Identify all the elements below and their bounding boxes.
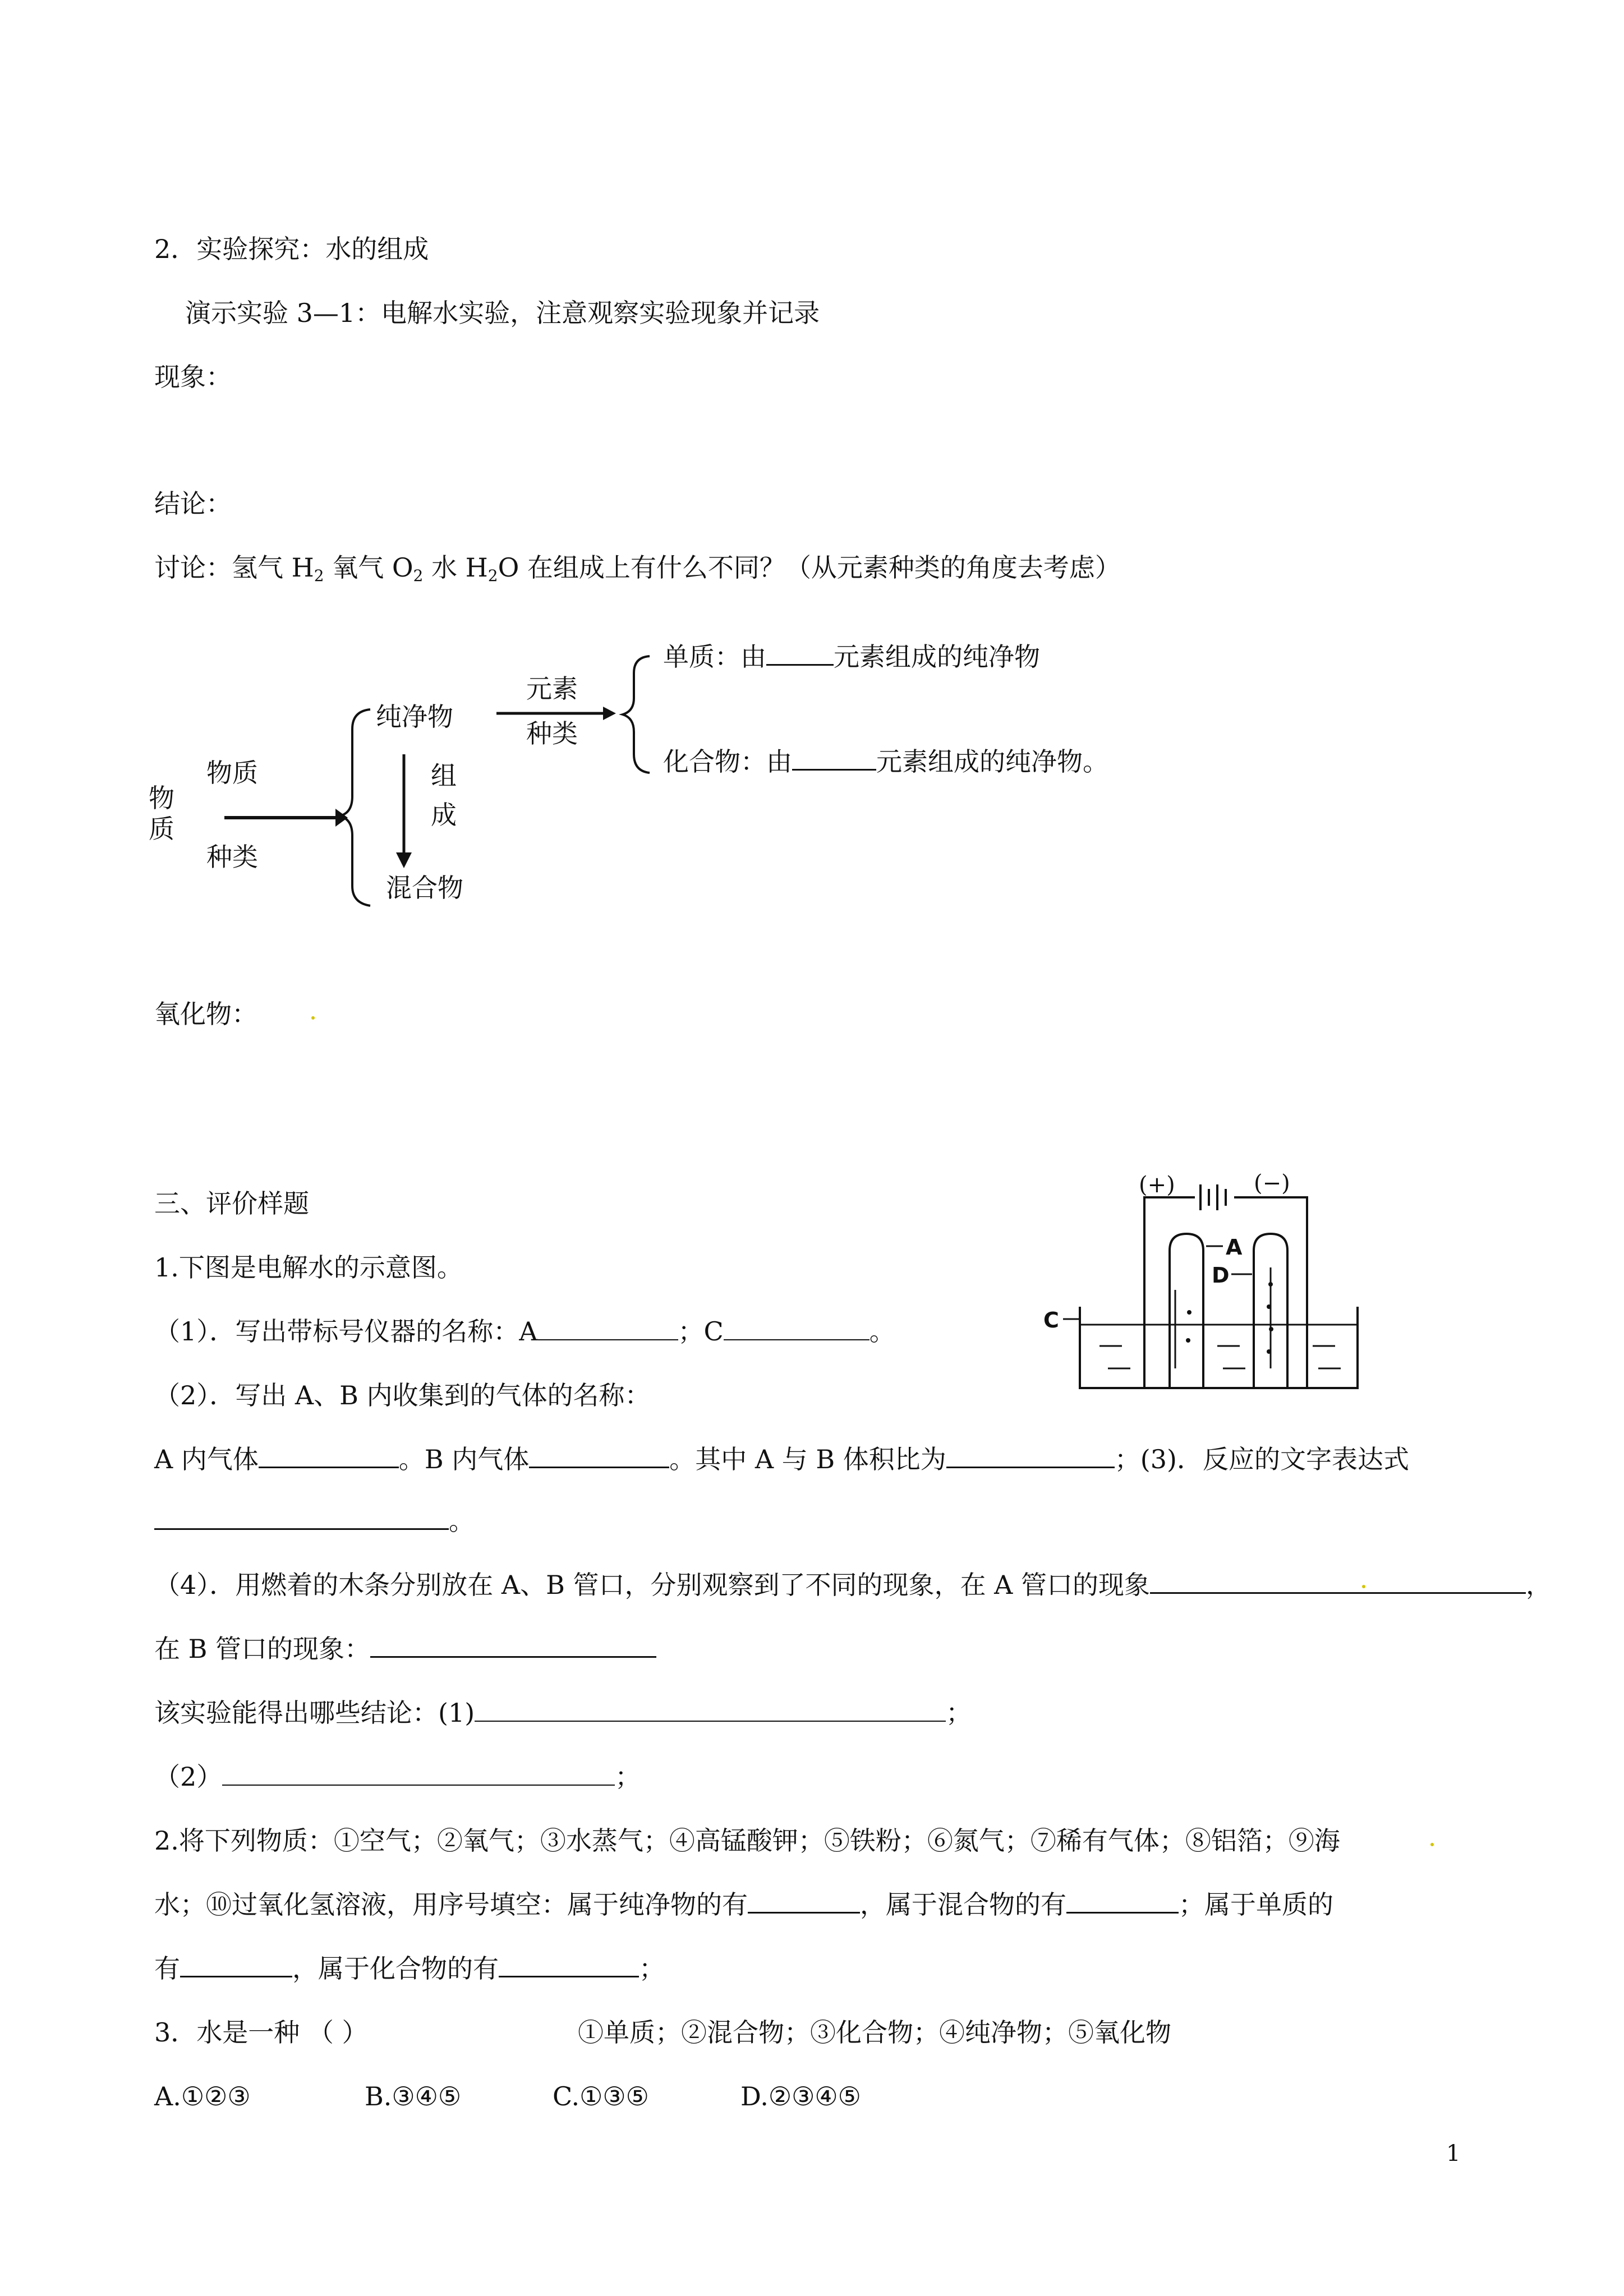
c-label: C [1043,1308,1059,1333]
section3-heading: 三、评价样题 [154,1188,309,1219]
zu-char: 组 [431,760,457,791]
cheng-char: 成 [431,800,457,830]
q1-part3-expression: 。 [154,1505,475,1537]
compound-line: 化合物：由 元素组成的纯净物。 [663,746,1108,777]
bubbles [1186,1282,1273,1354]
choice-b[interactable]: B.③④⑤ [365,2081,462,2111]
oxide-label: 氧化物： [154,999,257,1029]
basin-outline [1080,1307,1358,1388]
plus-label: (+) [1139,1172,1175,1198]
q1-conclusion1: 该实验能得出哪些结论：(1) ； [154,1698,972,1728]
phenomenon-label: 现象： [154,362,232,392]
demo-text: 演示实验 3—1：电解水实验，注意观察实验现象并记录 [185,298,820,328]
q2-line1: 2.将下列物质：①空气；②氧气；③水蒸气；④高锰酸钾；⑤铁粉；⑥氮气；⑦稀有气体；⑧铝箔；⑨海 [154,1825,1340,1856]
section-heading: 2．实验探究：水的组成 [154,234,429,264]
kind-label: 种类 [526,718,578,749]
zhi-char: 质 [149,814,174,844]
element-label: 元素 [526,674,578,704]
battery-icon [1200,1184,1226,1210]
element-substance-line: 单质：由 元素组成的纯净物 [663,642,1040,672]
pure-substance: 纯净物 [376,702,453,732]
q2-line2: 水；⑩过氧化氢溶液，用序号填空：属于纯净物的有 ，属于混合物的有 ；属于单质的 [154,1889,1333,1920]
conclusion-label: 结论： [154,488,232,519]
q1-part3: A 内气体 。B 内气体 。其中 A 与 B 体积比为 ；(3)．反应的文字表达式 [154,1444,1409,1474]
mixture: 混合物 [386,873,463,903]
q1-part2: （2）．写出 A、B 内收集到的气体的名称： [154,1380,651,1410]
discussion-text: 讨论：氢气 $H_2$ 氧气 $O_2$ 水 $H_2O$ 在组成上有什么不同？（从元素种类的角度去考虑） [154,552,1121,585]
choice-a[interactable]: A.①②③ [154,2081,251,2111]
q3-options: ①单质；②混合物；③化合物；④纯净物；⑤氧化物 [578,2017,1171,2048]
d-label: D [1212,1263,1230,1288]
minus-label: (−) [1254,1170,1290,1196]
choice-c[interactable]: C.①③⑤ [553,2081,649,2111]
q1-conclusion2: （2） ； [154,1762,641,1792]
arrow-label-top: 物质 [206,758,258,788]
q1-intro: 1.下图是电解水的示意图。 [154,1252,463,1283]
a-label: A [1226,1235,1243,1260]
q2-line3: 有 ，属于化合物的有 ； [154,1953,665,1984]
arrow-label-bottom: 种类 [206,842,258,872]
page-number: 1 [1446,2141,1461,2166]
choice-d[interactable]: D.②③④⑤ [740,2081,861,2111]
water-ripples [1099,1346,1341,1368]
q1-part4: （4）．用燃着的木条分别放在 A、B 管口，分别观察到了不同的现象，在 A 管口的现象 ， [154,1570,1552,1600]
q1-part1: （1）．写出带标号仪器的名称：A ；C 。 [154,1316,895,1347]
q1-part4b: 在 B 管口的现象： [154,1633,656,1665]
wu-char: 物 [149,783,174,813]
q3-stem: 3．水是一种 （ ） [154,2017,368,2048]
